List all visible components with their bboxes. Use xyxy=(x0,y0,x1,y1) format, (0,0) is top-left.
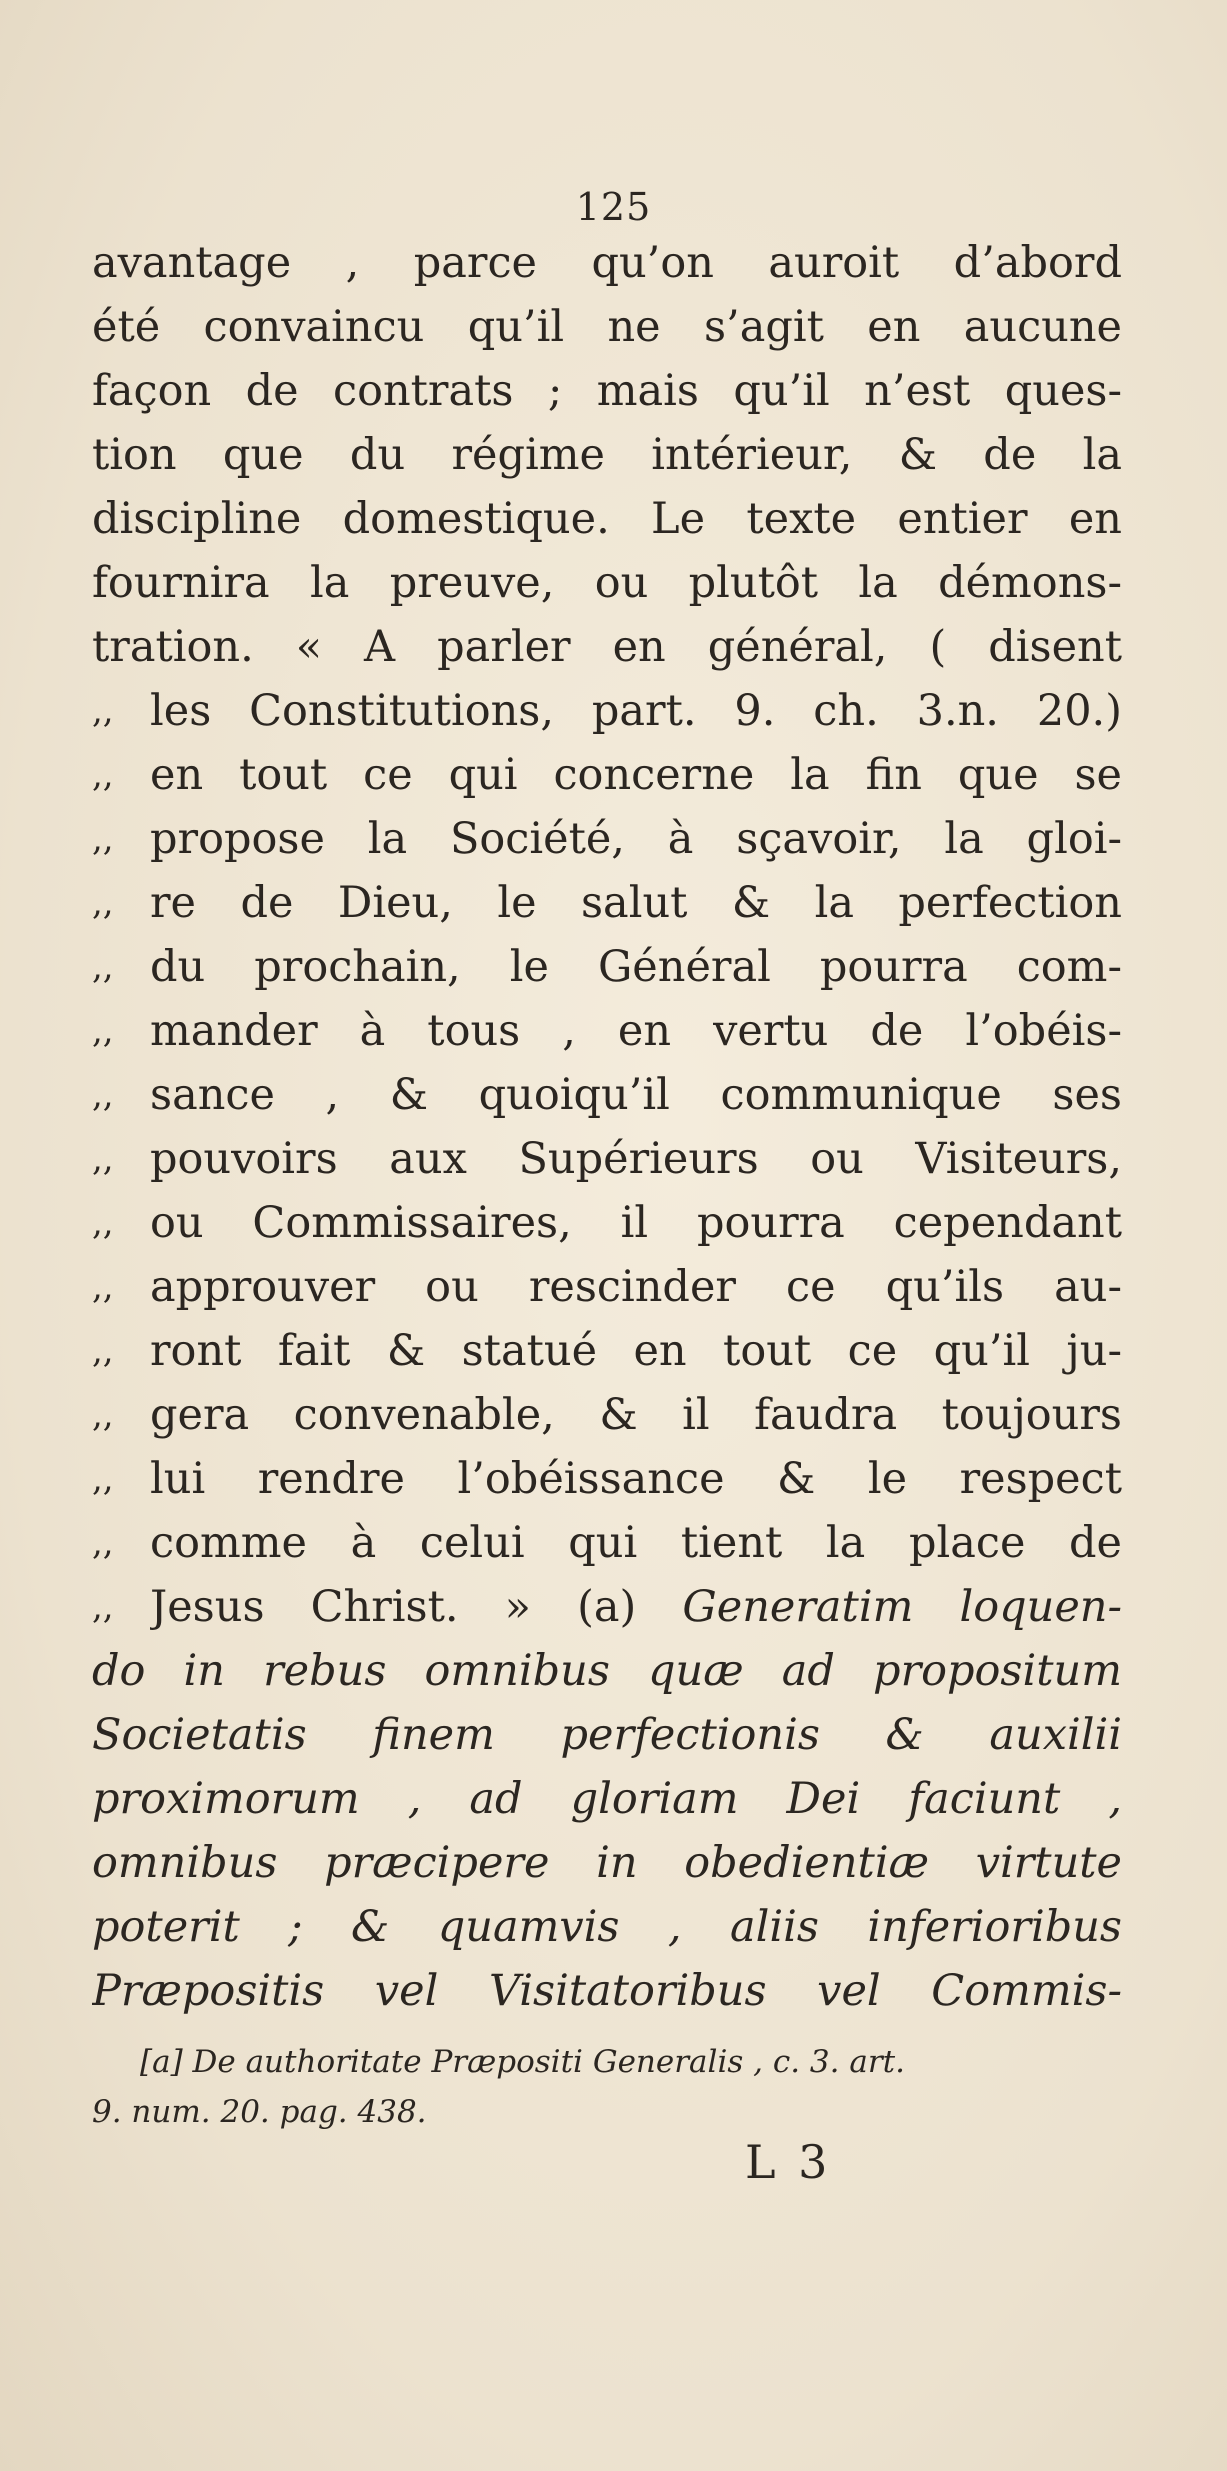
text-line: tion que du régime intérieur, & de la xyxy=(92,430,1122,480)
footnote-line: 9. num. 20. pag. 438. xyxy=(92,2094,427,2130)
quote-mark: ,, xyxy=(92,1331,114,1371)
quote-mark: ,, xyxy=(92,1011,114,1051)
page-number: 125 xyxy=(575,185,652,229)
quote-line: re de Dieu, le salut & la perfection xyxy=(150,878,1122,928)
quote-mark: ,, xyxy=(92,1267,114,1307)
quote-mark: ,, xyxy=(92,1587,114,1627)
text-line: façon de contrats ; mais qu’il n’est ques- xyxy=(92,366,1122,416)
quote-mark: ,, xyxy=(92,883,114,923)
text-line: discipline domestique. Le texte entier en xyxy=(92,494,1122,544)
quote-line: lui rendre l’obéissance & le respect xyxy=(150,1454,1122,1504)
latin-line: poterit ; & quamvis , aliis inferioribus xyxy=(92,1902,1122,1952)
quote-line-final xyxy=(150,1576,1122,1638)
quote-mark: ,, xyxy=(92,819,114,859)
quote-mark: ,, xyxy=(92,691,114,731)
quote-line: mander à tous , en vertu de l’obéis- xyxy=(150,1006,1122,1056)
quote-line: les Constitutions, part. 9. ch. 3.n. 20.) xyxy=(150,686,1122,736)
quote-mark: ,, xyxy=(92,1523,114,1563)
quote-mark: ,, xyxy=(92,1139,114,1179)
quote-line: en tout ce qui concerne la fin que se xyxy=(150,750,1122,800)
signature-mark: L 3 xyxy=(745,2135,832,2189)
latin-line: Præpositis vel Visitatoribus vel Commis- xyxy=(92,1966,1122,2016)
quote-mark: ,, xyxy=(92,1459,114,1499)
quote-mark: ,, xyxy=(92,755,114,795)
quote-mark: ,, xyxy=(92,1203,114,1243)
latin-line: proximorum , ad gloriam Dei faciunt , xyxy=(92,1774,1122,1824)
quote-line: du prochain, le Général pourra com- xyxy=(150,942,1122,992)
text-line: été convaincu qu’il ne s’agit en aucune xyxy=(92,302,1122,352)
quote-line: propose la Société, à sçavoir, la gloi- xyxy=(150,814,1122,864)
quote-mark: ,, xyxy=(92,1075,114,1115)
text-line: tration. « A parler en général, ( disent xyxy=(92,622,1122,672)
latin-line: Societatis finem perfectionis & auxilii xyxy=(92,1710,1122,1760)
latin-line: do in rebus omnibus quæ ad propositum xyxy=(92,1646,1122,1696)
quote-line-roman: Jesus Christ. » (a) xyxy=(150,1582,637,1632)
text-line: avantage , parce qu’on auroit d’abord xyxy=(92,238,1122,288)
quote-mark: ,, xyxy=(92,1395,114,1435)
quote-line-italic: Generatim loquen- xyxy=(682,1582,1122,1632)
quote-line: sance , & quoiqu’il communique ses xyxy=(150,1070,1122,1120)
quote-line: ou Commissaires, il pourra cependant xyxy=(150,1198,1122,1248)
latin-line: omnibus præcipere in obedientiæ virtute xyxy=(92,1838,1122,1888)
quote-line: ront fait & statué en tout ce qu’il ju- xyxy=(150,1326,1122,1376)
text-line: fournira la preuve, ou plutôt la démons- xyxy=(92,558,1122,608)
quote-line: comme à celui qui tient la place de xyxy=(150,1518,1122,1568)
footnote-line: [a] De authoritate Præpositi Generalis , c. 3. art. xyxy=(140,2044,905,2080)
quote-mark: ,, xyxy=(92,947,114,987)
quote-line: gera convenable, & il faudra toujours xyxy=(150,1390,1122,1440)
quote-line: approuver ou rescinder ce qu’ils au- xyxy=(150,1262,1122,1312)
quote-line: pouvoirs aux Supérieurs ou Visiteurs, xyxy=(150,1134,1122,1184)
